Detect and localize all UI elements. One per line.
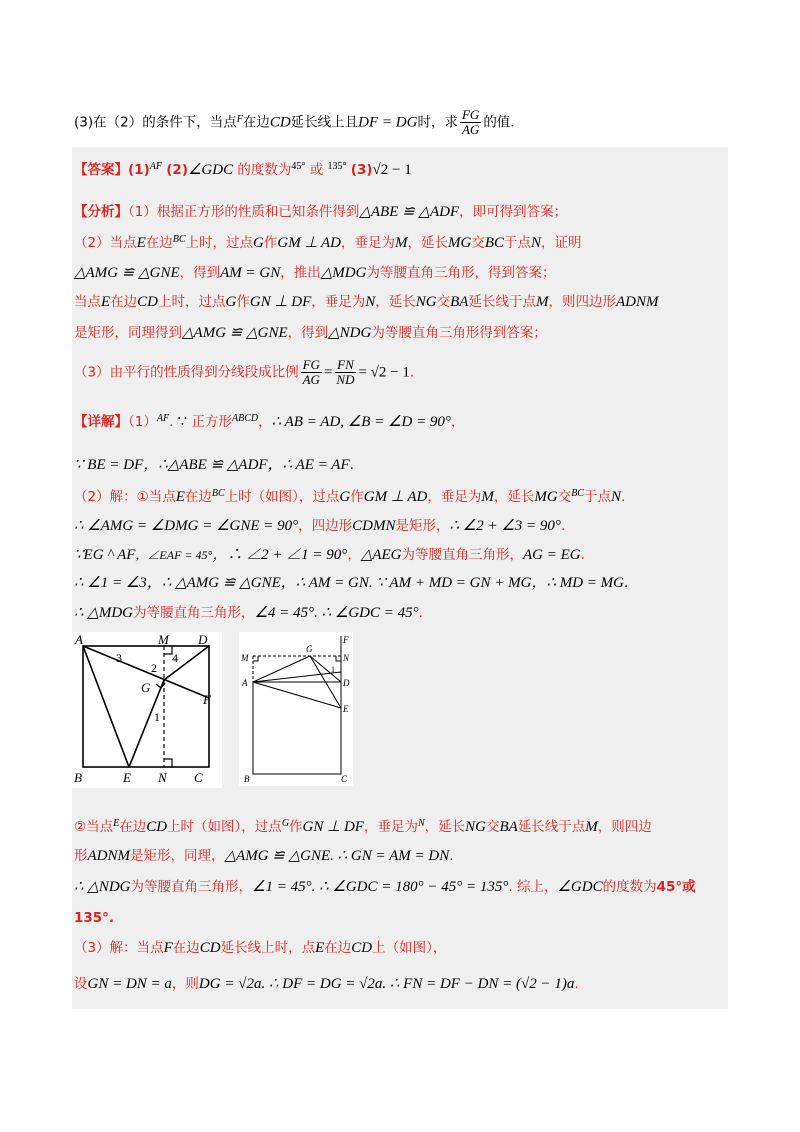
fraction-fg-ag: $\frac{FG}{AG}$ [302, 357, 320, 387]
detail-line-7: ∴ △MDG为等腰直角三角形，∠4 = 45°. ∴ ∠GDC = 45°. [74, 605, 423, 621]
detail-line-11: 135°. [74, 910, 115, 926]
detail-line-12: （3）解：当点F在边CD延长线上时，点E在边CD上（如图）， [74, 940, 447, 956]
fig1-angle-2: 2 [151, 661, 157, 675]
detail-line-1: 【详解】$(1)^{AF}$. ∵ 正方形$^{ABCD}$，∴ AB = AD, ∠B = ∠D = 90°， [74, 413, 465, 430]
detail-line-9: 形ADNM是矩形，同理，△AMG ≌ △GNE. ∴ GN = AM = DN. [74, 848, 454, 864]
fig1-label-A: A [75, 632, 83, 647]
detail-line-3: （2）解：①当点E在边$^{BC}$上时（如图），过点G作GM ⊥ AD，垂足为M，延长MG交$^{BC}$于点N. [74, 488, 626, 505]
fig2-label-A: A [242, 678, 248, 688]
fig1-angle-3: 3 [116, 651, 122, 665]
fig1-label-C: C [194, 770, 203, 785]
figure-square-case-2 [239, 632, 353, 786]
fig2-label-G: G [306, 644, 313, 654]
fig2-label-B: B [244, 774, 250, 784]
analysis-line-3: △AMG ≌ △GNE，得到AM = GN，推出△MDG为等腰直角三角形，得到答案； [74, 265, 556, 281]
detail-line-6: ∴ ∠1 = ∠3，∴ △AMG ≌ △GNE，∴ AM = GN. ∵ AM + MD = GN + MG，∴ MD = MG. [74, 575, 629, 591]
analysis-line-4: 当点E在边CD上时，过点G作GN ⊥ DF，垂足为N，延长NG交BA延长线于点M，则四边形ADNM [74, 294, 659, 310]
fig2-label-N: N [343, 653, 350, 663]
fig2-label-F: F [343, 635, 349, 645]
question-3: (3)在（2）的条件下，当点$^F$在边CD延长线上且DF = DG时，求 $\frac{FG}{AG}$ 的值. [74, 107, 515, 137]
fraction-fn-nd: $\frac{FN}{ND}$ [336, 357, 355, 387]
analysis-line-6: （3）由平行的性质得到分线段成比例 $\frac{FG}{AG}$ = $\frac{FN}{ND}$ = √2 − 1. [74, 357, 415, 387]
fraction-fg-ag: $\frac{FG}{AG}$ [461, 107, 480, 137]
fig2-label-E: E [343, 704, 349, 714]
analysis-line-1: 【分析】（1）根据正方形的性质和已知条件得到△ABE ≌ △ADF，即可得到答案； [74, 204, 568, 220]
fig1-label-M: M [158, 632, 169, 647]
detail-line-4: ∴ ∠AMG = ∠DMG = ∠GNE = 90°，四边形CDMN是矩形，∴ ∠2 + ∠3 = 90°. [74, 518, 566, 534]
fig1-angle-1: 1 [154, 710, 160, 724]
detail-line-5: ∵EG ^ AF，∠EAF = 45°，∴ ∠2 + ∠1 = 90°，△AEG为等腰直角三角形，AG = EG. [74, 547, 585, 563]
fig1-label-D: D [198, 632, 208, 647]
analysis-line-5: 是矩形，同理得到△AMG ≌ △GNE，得到△NDG为等腰直角三角形得到答案； [74, 325, 547, 341]
fig1-label-E: E [123, 770, 131, 785]
fig1-angle-4: 4 [172, 651, 178, 665]
fig2-label-C: C [341, 774, 348, 784]
answer-line: 【答案】$(1)^{AF}$ (2)∠GDC 的度数为$^{45^\circ}$ 或 $^{135^\circ}$ (3)√2 − 1 [74, 161, 412, 178]
figure-square-case-1 [72, 632, 222, 788]
fig1-label-N: N [158, 770, 167, 785]
detail-line-8: ②当点$^E$在边CD上时（如图），过点$^G$作GN ⊥ DF，垂足为$^N$，延长NG交BA延长线于点M，则四边 [74, 818, 652, 835]
fig1-label-B: B [74, 770, 82, 785]
detail-line-2: ∵ BE = DF，∴△ABE ≌ △ADF，∴ AE = AF. [74, 457, 354, 473]
fig1-label-F: F [203, 692, 211, 707]
fig2-label-M: M [241, 653, 249, 663]
analysis-line-2: （2）当点E在边$^{BC}$上时，过点G作GM ⊥ AD，垂足为M，延长MG交BC于点N，证明 [74, 234, 582, 251]
detail-line-13: 设GN = DN = a，则DG = √2a. ∴ DF = DG = √2a. ∴ FN = DF − DN = (√2 − 1)a. [74, 976, 579, 992]
fig2-label-D: D [343, 678, 350, 688]
fig2-angle-1: 1 [331, 665, 335, 674]
fig1-label-G: G [141, 680, 151, 695]
detail-line-10: ∴ △NDG为等腰直角三角形，∠1 = 45°. ∴ ∠GDC = 180° − 45° = 135°. 综上，∠GDC的度数为45°或 [74, 879, 696, 895]
